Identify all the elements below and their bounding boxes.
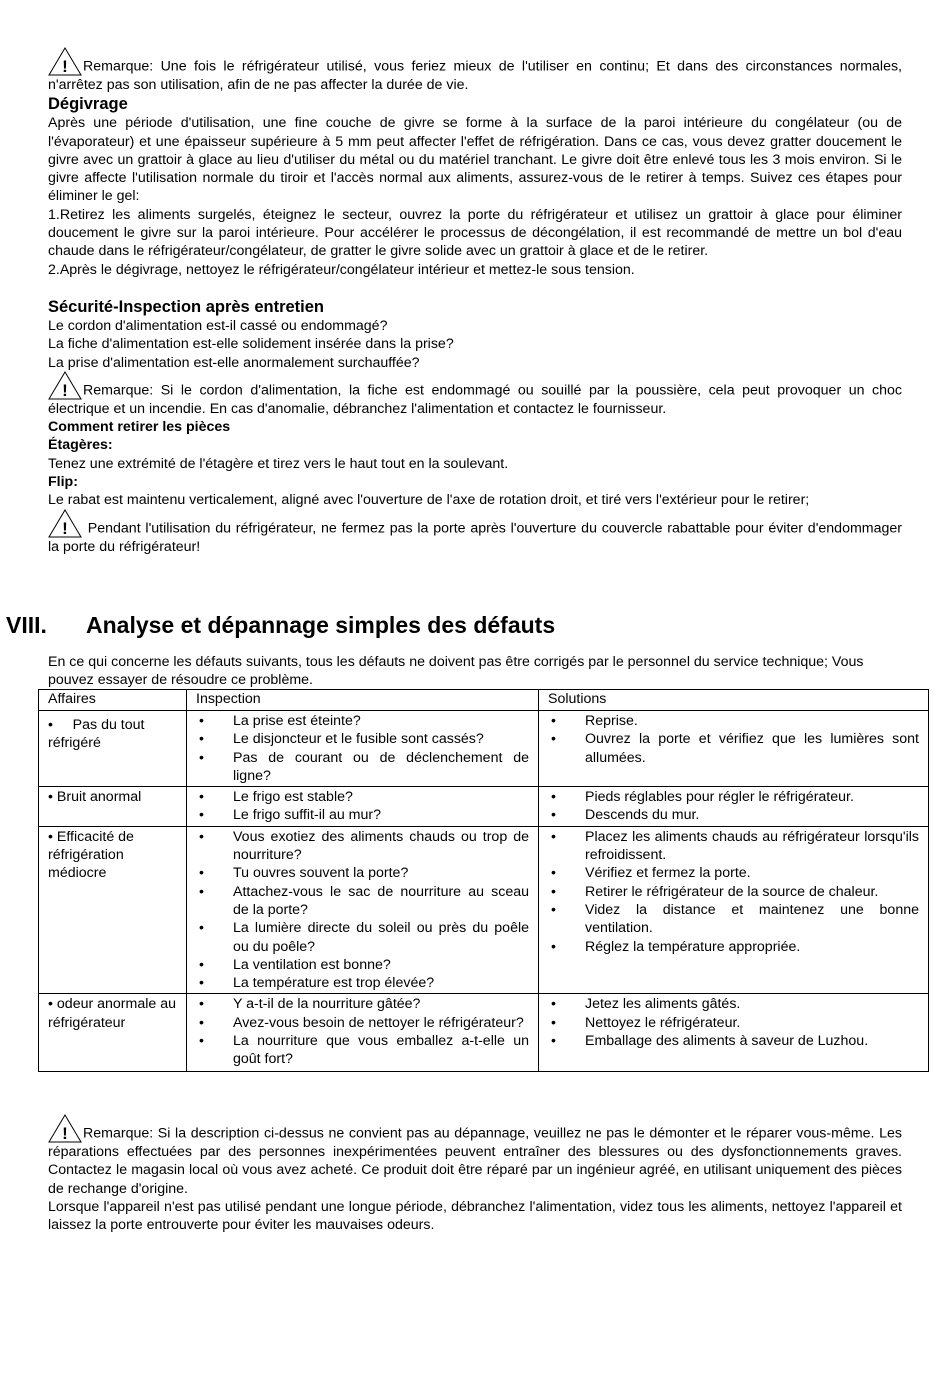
note-continuous-use: [48, 46, 902, 94]
table-row: [39, 711, 929, 787]
solutions-list: [548, 828, 919, 956]
inspection-item: • Le frigo est stable?: [196, 788, 529, 806]
header-solutions: Solutions: [539, 690, 929, 711]
solutions-item: • Pieds réglables pour régler le réfrigérateur.: [548, 788, 919, 806]
safety-title: Sécurité-Inspection après entretien: [48, 297, 324, 316]
inspection-list: [196, 828, 529, 993]
shelves-title: Étagères:: [48, 437, 113, 454]
shelves-text: Tenez une extrémité de l'étagère et tirez vers le haut tout en la soulevant.: [48, 455, 509, 472]
warning-icon: [48, 370, 82, 400]
flip-note-text: Pendant l'utilisation du réfrigérateur, ne fermez pas la porte après l'ouverture du couvercle rabattable pour éviter d'endommager la porte du réfrigérateur!: [48, 520, 902, 555]
header-inspection: Inspection: [187, 690, 539, 711]
warning-icon: [48, 1113, 82, 1143]
page-content: [48, 44, 902, 556]
inspection-item: • La lumière directe du soleil ou près du poêle ou du poêle?: [196, 919, 529, 956]
inspection-item: • Le frigo suffit-il au mur?: [196, 806, 529, 824]
final-section: [48, 1113, 902, 1234]
cell-solutions: [539, 711, 929, 787]
solutions-item: • Videz la distance et maintenez une bonne ventilation.: [548, 901, 919, 938]
warning-icon: [48, 46, 82, 76]
solutions-item: • Retirer le réfrigérateur de la source de chaleur.: [548, 883, 919, 901]
table-body: [39, 711, 929, 1072]
solutions-item: • Emballage des aliments à saveur de Luzhou.: [548, 1032, 919, 1050]
svg-text:!: !: [62, 1124, 68, 1143]
solutions-item: • Reprise.: [548, 712, 919, 730]
defrost-title: Dégivrage: [48, 95, 128, 114]
defrost-step-2: 2.Après le dégivrage, nettoyez le réfrigérateur/congélateur intérieur et mettez-le sous tension.: [48, 261, 635, 278]
inspection-item: • La ventilation est bonne?: [196, 956, 529, 974]
section-number: VIII.: [6, 612, 47, 638]
warning-icon: [48, 508, 82, 538]
solutions-item: • Nettoyez le réfrigérateur.: [548, 1014, 919, 1032]
table-row: [39, 826, 929, 994]
inspection-item: • Le disjoncteur et le fusible sont cassés?: [196, 730, 529, 748]
solutions-item: • Vérifiez et fermez la porte.: [548, 864, 919, 882]
solutions-list: [548, 995, 919, 1050]
inspection-item: • La température est trop élevée?: [196, 974, 529, 992]
final-note-text: Remarque: Si la description ci-dessus ne convient pas au dépannage, veuillez ne pas le démonter et le réparer vous-même. Les réparations effectuées par des personnes inexpérimentées peuvent entraîner des blessures ou des dysfonctionnements graves. Contactez le magasin local où vous avez acheté. Ce produit doit être réparé par un ingénieur agréé, en utilisant uniquement des pièces de rechange d'origine.: [48, 1125, 902, 1197]
cell-solutions: [539, 994, 929, 1071]
cell-affaire: • odeur anormale au réfrigérateur: [39, 994, 187, 1071]
flip-text: Le rabat est maintenu verticalement, aligné avec l'ouverture de l'axe de rotation droit, et tiré vers l'extérieur pour le retirer;: [48, 492, 810, 509]
solutions-item: • Placez les aliments chauds au réfrigérateur lorsqu'ils refroidissent.: [548, 828, 919, 865]
final-note: [48, 1113, 902, 1198]
cell-inspection: [187, 994, 539, 1071]
safety-question-2: La fiche d'alimentation est-elle solidement insérée dans la prise?: [48, 336, 454, 353]
cell-inspection: [187, 787, 539, 827]
parts-title: Comment retirer les pièces: [48, 419, 231, 436]
inspection-item: • Pas de courant ou de déclenchement de ligne?: [196, 749, 529, 786]
inspection-item: • La prise est éteinte?: [196, 712, 529, 730]
solutions-item: • Réglez la température appropriée.: [548, 938, 919, 956]
inspection-item: • Avez-vous besoin de nettoyer le réfrigérateur?: [196, 1014, 529, 1032]
inspection-list: [196, 788, 529, 825]
section-intro: En ce qui concerne les défauts suivants, tous les défauts ne doivent pas être corrigés par le personnel du service technique; Vous pouvez essayer de résoudre ce problème.: [48, 654, 864, 689]
section-heading: [6, 611, 555, 639]
inspection-item: • Attachez-vous le sac de nourriture au sceau de la porte?: [196, 883, 529, 920]
header-affaires: Affaires: [39, 690, 187, 711]
cell-inspection: [187, 826, 539, 994]
cell-affaire: • Efficacité de réfrigération médiocre: [39, 826, 187, 994]
cell-affaire: • Pas du tout réfrigéré: [39, 711, 187, 787]
solutions-item: • Ouvrez la porte et vérifiez que les lumières sont allumées.: [548, 730, 919, 767]
solutions-item: • Jetez les aliments gâtés.: [548, 995, 919, 1013]
flip-title: Flip:: [48, 474, 78, 491]
faults-table: [38, 689, 929, 1072]
inspection-list: [196, 712, 529, 785]
table-header-row: [39, 690, 929, 711]
table-row: [39, 994, 929, 1071]
inspection-item: • La nourriture que vous emballez a-t-elle un goût fort?: [196, 1032, 529, 1069]
cell-affaire: • Bruit anormal: [39, 787, 187, 827]
table-row: [39, 787, 929, 827]
defrost-intro: Après une période d'utilisation, une fine couche de givre se forme à la surface de la paroi intérieure du congélateur (ou de l'évaporateur) et une épaisseur supérieure à 5 mm peut affecter l'effet de réfrigération. Dans ce cas, vous devez gratter doucement le givre avec un grattoir à glace au lieu d'utiliser du métal ou du matériel tranchant. Le givre doit être enlevé tous les 3 mois environ. Si le givre affecte l'utilisation normale du tiroir et l'accès normal aux aliments, assurez-vous de le retirer à temps. Suivez ces étapes pour éliminer le gel:: [48, 115, 902, 205]
solutions-item: • Descends du mur.: [548, 806, 919, 824]
solutions-list: [548, 788, 919, 825]
solutions-list: [548, 712, 919, 767]
section-title-text: Analyse et dépannage simples des défauts: [86, 612, 556, 638]
cell-solutions: [539, 826, 929, 994]
final-text: Lorsque l'appareil n'est pas utilisé pendant une longue période, débranchez l'alimentation, videz tous les aliments, nettoyez l'appareil et laissez la porte entrouverte pour éviter les mauvaises odeurs.: [48, 1198, 902, 1234]
svg-text:!: !: [62, 518, 68, 538]
cell-solutions: [539, 787, 929, 827]
safety-question-1: Le cordon d'alimentation est-il cassé ou endommagé?: [48, 317, 388, 334]
defrost-step-1: 1.Retirez les aliments surgelés, éteignez le secteur, ouvrez la porte du réfrigérateur et utilisez un grattoir à glace pour éliminer doucement le givre sur la paroi intérieure. Pour accélérer le processus de décongélation, il est recommandé de mettre un bol d'eau chaude dans le réfrigérateur/congélateur, de gratter le givre solide avec un grattoir à glace et de le retirer.: [48, 206, 902, 260]
inspection-item: • Y a-t-il de la nourriture gâtée?: [196, 995, 529, 1013]
inspection-item: • Vous exotiez des aliments chauds ou trop de nourriture?: [196, 828, 529, 865]
note-text: Remarque: Une fois le réfrigérateur utilisé, vous feriez mieux de l'utiliser en continu; Et dans des circonstances normales, n'arrêtez pas son utilisation, afin de ne pas affecter la durée de vie.: [48, 58, 902, 93]
flip-note: [48, 508, 902, 556]
inspection-item: • Tu ouvres souvent la porte?: [196, 864, 529, 882]
cell-inspection: [187, 711, 539, 787]
inspection-list: [196, 995, 529, 1068]
svg-text:!: !: [62, 57, 68, 76]
svg-text:!: !: [62, 380, 68, 400]
safety-note-text: Remarque: Si le cordon d'alimentation, la fiche est endommagé ou souillé par la poussière, cela peut provoquer un choc électrique et un incendie. En cas d'anomalie, débranchez l'alimentation et contactez le fournisseur.: [48, 382, 902, 417]
safety-question-3: La prise d'alimentation est-elle anormalement surchauffée?: [48, 354, 420, 371]
safety-note: [48, 370, 902, 418]
